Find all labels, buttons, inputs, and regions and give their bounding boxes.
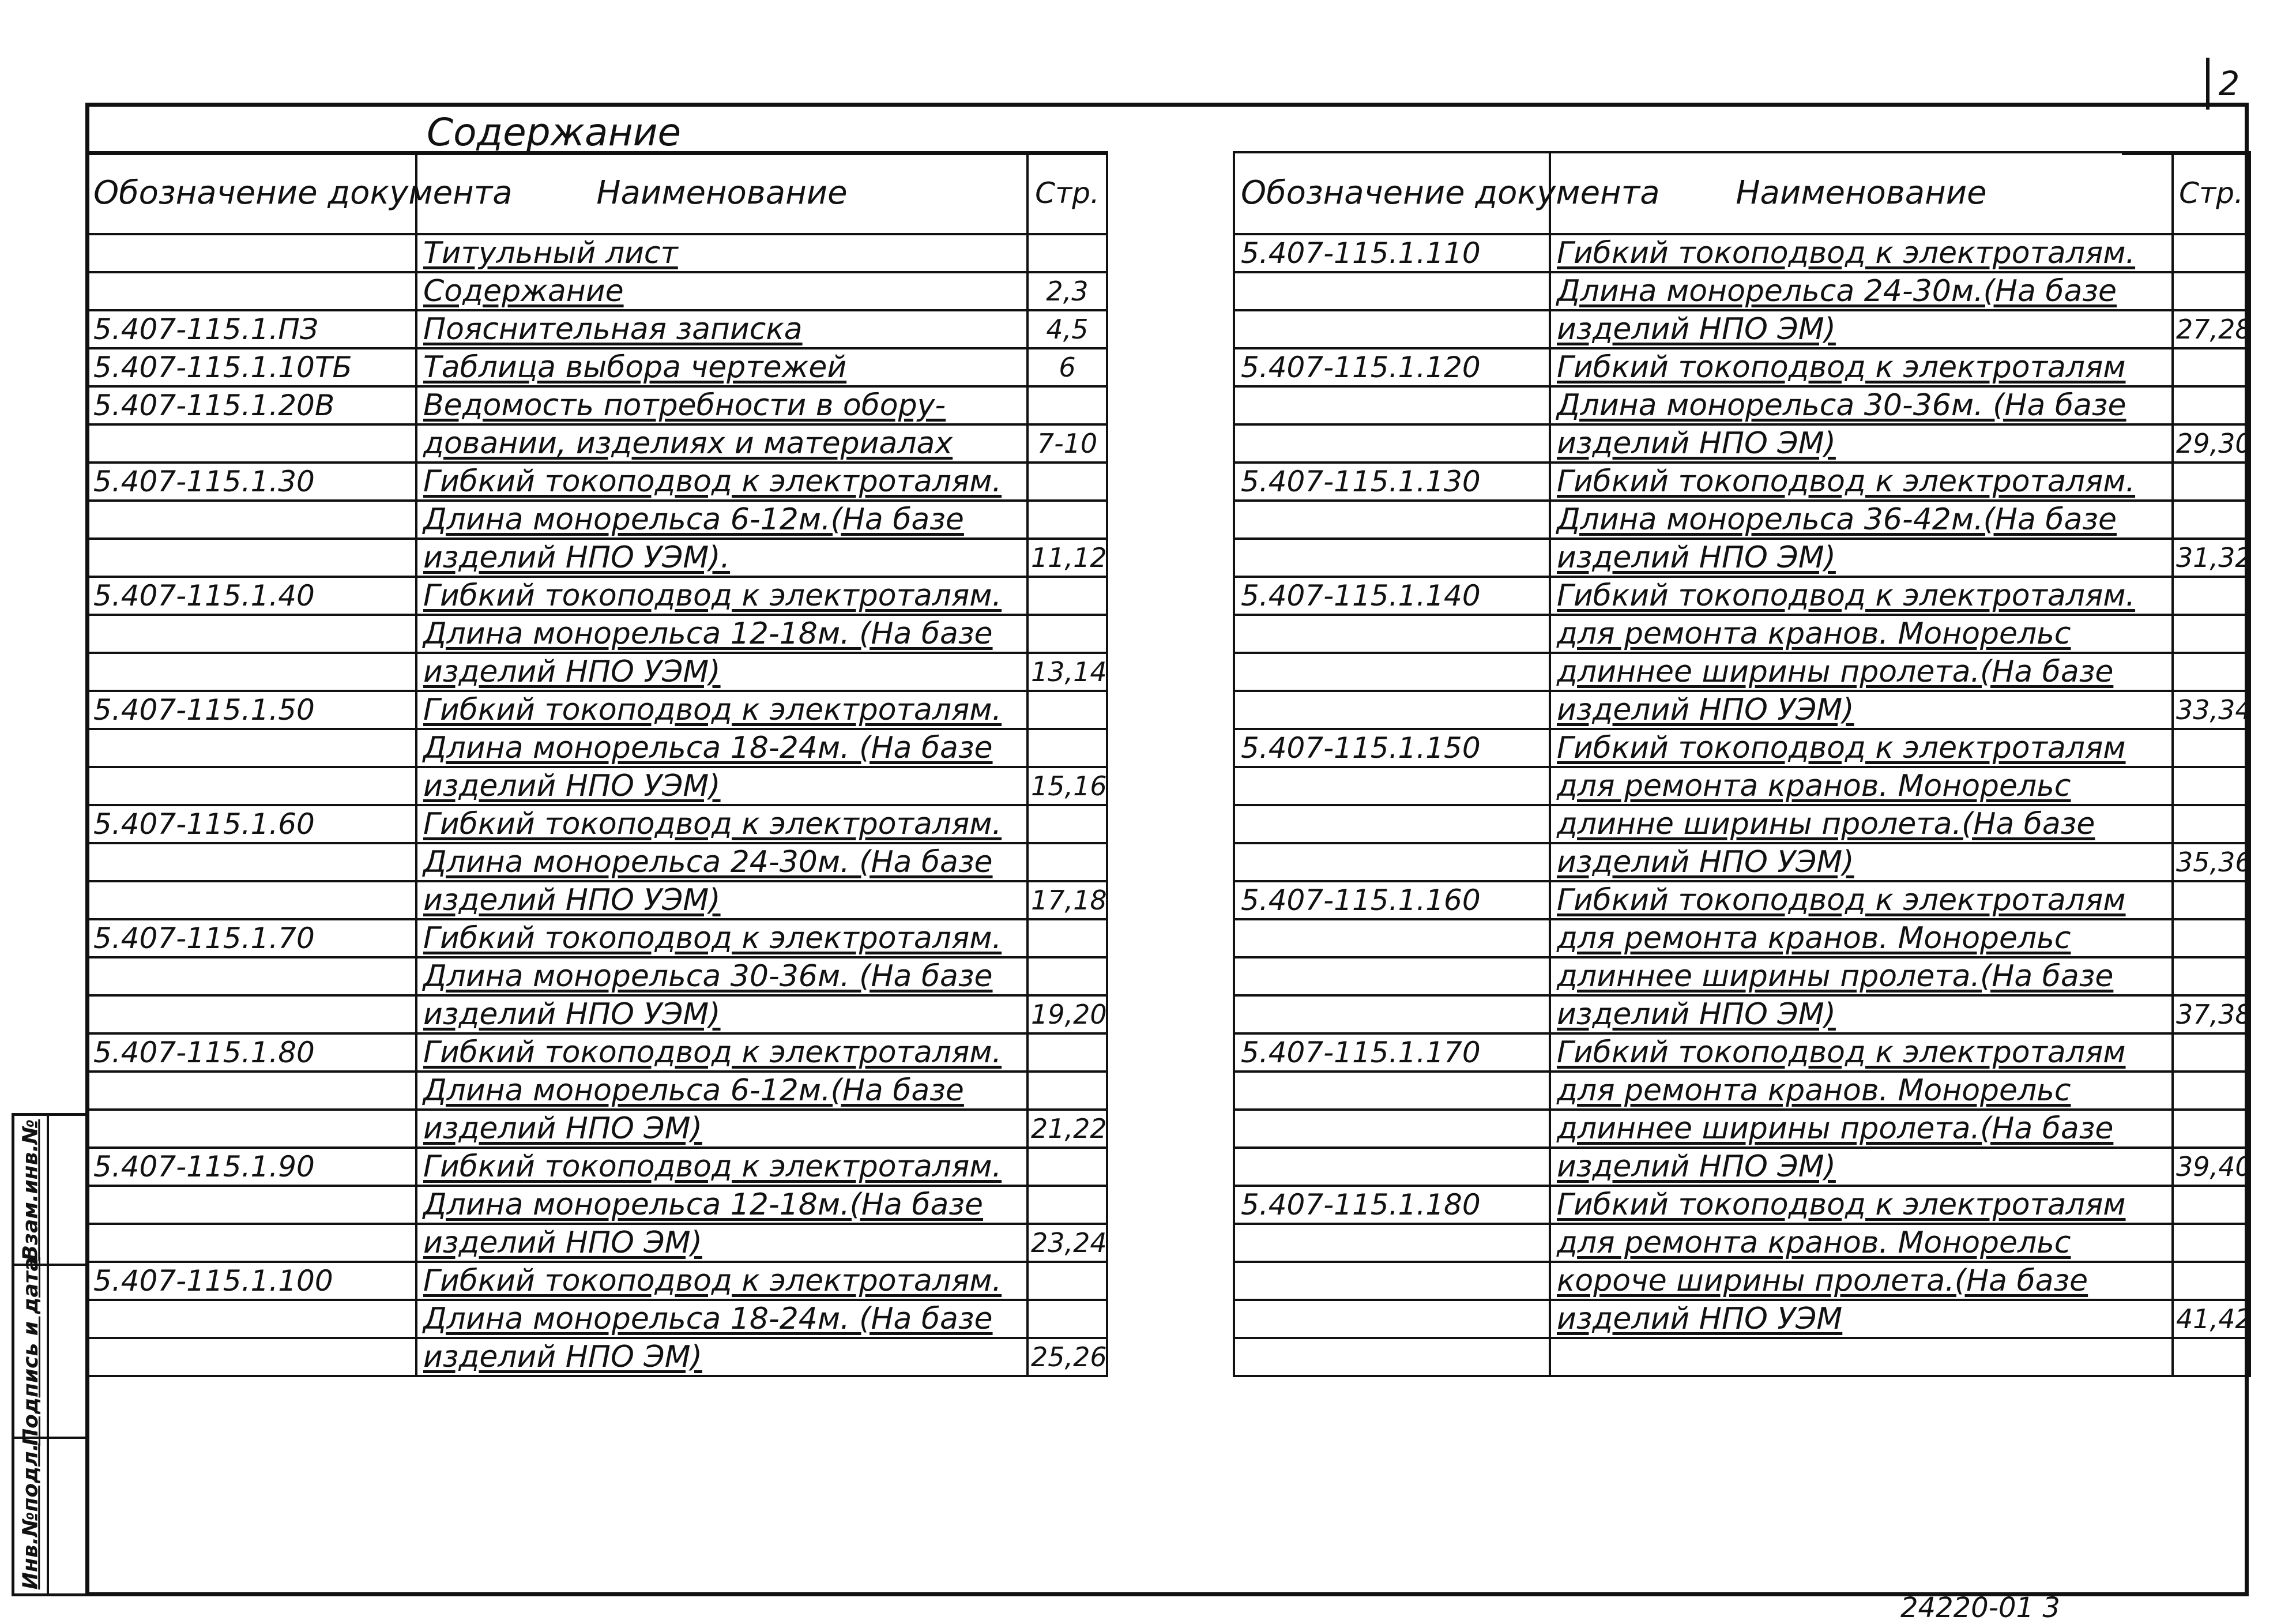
row-designation: 5.407-115.1.90 [86, 1148, 416, 1186]
table-row [1234, 463, 2250, 501]
row-pages [1027, 501, 1107, 539]
row-designation: 5.407-115.1.30 [86, 463, 416, 501]
row-pages [2173, 386, 2250, 424]
section-title: Содержание [427, 110, 682, 155]
table-row [1234, 653, 2250, 691]
column-header-name: Наименование [416, 152, 1027, 234]
table-row [1234, 767, 2250, 805]
row-name: Длина монорельса 6-12м.(На базе [416, 501, 1027, 539]
table-row [1234, 1110, 2250, 1148]
row-pages [2173, 463, 2250, 501]
row-pages [1027, 1148, 1107, 1186]
row-designation [1234, 1300, 1550, 1338]
row-name: изделий НПО УЭМ) [416, 995, 1027, 1033]
row-name: изделий НПО ЭМ) [1550, 424, 2173, 463]
row-designation [1234, 310, 1550, 348]
row-name: для ремонта кранов. Монорельс [1550, 767, 2173, 805]
row-designation: 5.407-115.1.ПЗ [86, 310, 416, 348]
table-header-row [86, 152, 1107, 234]
side-label-replaces-inv: Взам.инв.№ [18, 1119, 43, 1261]
table-row [86, 1186, 1107, 1224]
row-name: Гибкий токоподвод к электроталям. [1550, 463, 2173, 501]
row-designation [1234, 272, 1550, 310]
row-name: Гибкий токоподвод к электроталям [1550, 348, 2173, 386]
row-designation [86, 729, 416, 767]
row-name: для ремонта кранов. Монорельс [1550, 919, 2173, 957]
row-pages: 13,14 [1027, 653, 1107, 691]
row-name: изделий НПО УЭМ) [1550, 691, 2173, 729]
row-name: длинне ширины пролета.(На базе [1550, 805, 2173, 843]
table-row [86, 1300, 1107, 1338]
row-designation [1234, 843, 1550, 881]
row-name: изделий НПО ЭМ) [416, 1224, 1027, 1262]
row-designation [1234, 1110, 1550, 1148]
row-designation [1234, 691, 1550, 729]
row-name: Длина монорельса 12-18м.(На базе [416, 1186, 1027, 1224]
row-pages: 27,28 [2173, 310, 2250, 348]
row-designation: 5.407-115.1.110 [1234, 234, 1550, 272]
row-pages: 6 [1027, 348, 1107, 386]
row-pages: 19,20 [1027, 995, 1107, 1033]
side-stamp-labels [14, 1116, 49, 1593]
table-row [86, 501, 1107, 539]
table-row [86, 1262, 1107, 1300]
row-pages [1027, 1186, 1107, 1224]
row-designation: 5.407-115.1.60 [86, 805, 416, 843]
row-name: Содержание [416, 272, 1027, 310]
row-pages [1027, 729, 1107, 767]
side-label-inv-orig: Инв.№подл. [18, 1443, 43, 1589]
table-row [86, 1224, 1107, 1262]
row-designation [86, 1186, 416, 1224]
table-row [86, 691, 1107, 729]
row-pages: 17,18 [1027, 881, 1107, 919]
table-row [1234, 881, 2250, 919]
row-designation: 5.407-115.1.160 [1234, 881, 1550, 919]
side-value-replaces-inv [49, 1116, 85, 1266]
table-row [1234, 272, 2250, 310]
table-row [86, 1148, 1107, 1186]
row-name: Длина монорельса 18-24м. (На базе [416, 729, 1027, 767]
row-name: Длина монорельса 12-18м. (На базе [416, 615, 1027, 653]
table-row [86, 843, 1107, 881]
row-pages [2173, 881, 2250, 919]
table-row [86, 919, 1107, 957]
row-pages [2173, 348, 2250, 386]
row-name: длиннее ширины пролета.(На базе [1550, 957, 2173, 995]
row-designation: 5.407-115.1.70 [86, 919, 416, 957]
table-row [86, 386, 1107, 424]
row-name: Гибкий токоподвод к электроталям. [416, 1262, 1027, 1300]
row-name: изделий НПО ЭМ) [1550, 539, 2173, 577]
table-row [86, 729, 1107, 767]
row-pages [2173, 1033, 2250, 1072]
table-row [1234, 577, 2250, 615]
row-pages: 21,22 [1027, 1110, 1107, 1148]
table-row [86, 463, 1107, 501]
row-pages [1027, 234, 1107, 272]
row-pages: 29,30 [2173, 424, 2250, 463]
row-name: изделий НПО ЭМ) [1550, 995, 2173, 1033]
table-row [86, 272, 1107, 310]
row-designation [1234, 539, 1550, 577]
row-designation [1234, 919, 1550, 957]
table-row [86, 1033, 1107, 1072]
row-pages [2173, 767, 2250, 805]
table-row [1234, 1224, 2250, 1262]
row-name: изделий НПО ЭМ) [1550, 310, 2173, 348]
row-designation [86, 843, 416, 881]
table-row [86, 348, 1107, 386]
column-header-designation: Обозначение документа [86, 152, 416, 234]
table-row [1234, 995, 2250, 1033]
row-designation [1234, 957, 1550, 995]
row-name: изделий НПО УЭМ [1550, 1300, 2173, 1338]
row-pages [2173, 577, 2250, 615]
table-row [1234, 691, 2250, 729]
row-designation [1234, 805, 1550, 843]
row-pages [1027, 615, 1107, 653]
row-pages [2173, 1186, 2250, 1224]
side-stamp [12, 1113, 85, 1596]
table-row [1234, 501, 2250, 539]
table-row [1234, 919, 2250, 957]
sheet-number: 2 [2206, 58, 2249, 110]
table-row [86, 577, 1107, 615]
row-designation [1234, 424, 1550, 463]
row-designation: 5.407-115.1.180 [1234, 1186, 1550, 1224]
row-name: Гибкий токоподвод к электроталям. [1550, 234, 2173, 272]
table-row [1234, 1072, 2250, 1110]
row-name: Гибкий токоподвод к электроталям. [1550, 577, 2173, 615]
row-name: Гибкий токоподвод к электроталям [1550, 1186, 2173, 1224]
row-name: Длина монорельса 30-36м. (На базе [416, 957, 1027, 995]
side-value-inv-orig [49, 1439, 85, 1593]
row-designation: 5.407-115.1.150 [1234, 729, 1550, 767]
row-name: Титульный лист [416, 234, 1027, 272]
table-row [86, 653, 1107, 691]
table-row [1234, 1262, 2250, 1300]
row-name: изделий НПО ЭМ) [416, 1110, 1027, 1148]
row-pages [1027, 1300, 1107, 1338]
row-designation [1234, 1262, 1550, 1300]
row-pages: 23,24 [1027, 1224, 1107, 1262]
row-name: изделий НПО УЭМ) [1550, 843, 2173, 881]
row-name: Гибкий токоподвод к электроталям. [416, 805, 1027, 843]
row-name: изделий НПО ЭМ) [416, 1338, 1027, 1376]
row-name: для ремонта кранов. Монорельс [1550, 1072, 2173, 1110]
row-pages [2173, 653, 2250, 691]
row-designation [86, 881, 416, 919]
row-pages [2173, 1110, 2250, 1148]
row-pages [2173, 234, 2250, 272]
row-designation: 5.407-115.1.20В [86, 386, 416, 424]
row-pages: 4,5 [1027, 310, 1107, 348]
table-row [1234, 1338, 2250, 1376]
contents-table-right [1233, 151, 2251, 1377]
side-cell-signature-date [14, 1257, 47, 1446]
table-row [86, 424, 1107, 463]
table-row [86, 310, 1107, 348]
table-row [1234, 843, 2250, 881]
row-name: Таблица выбора чертежей [416, 348, 1027, 386]
row-designation: 5.407-115.1.50 [86, 691, 416, 729]
row-designation: 5.407-115.1.120 [1234, 348, 1550, 386]
row-pages: 31,32 [2173, 539, 2250, 577]
row-name: для ремонта кранов. Монорельс [1550, 1224, 2173, 1262]
table-row [1234, 1186, 2250, 1224]
row-pages [2173, 919, 2250, 957]
row-pages [2173, 615, 2250, 653]
row-designation [86, 995, 416, 1033]
table-row [86, 1110, 1107, 1148]
footer-code: 24220-01 3 [1900, 1592, 2060, 1624]
row-pages [2173, 1262, 2250, 1300]
row-designation [86, 957, 416, 995]
row-name: для ремонта кранов. Монорельс [1550, 615, 2173, 653]
row-designation [1234, 653, 1550, 691]
table-row [86, 805, 1107, 843]
row-designation [86, 272, 416, 310]
row-designation [86, 653, 416, 691]
table-row [1234, 386, 2250, 424]
table-row [1234, 729, 2250, 767]
table-row [1234, 615, 2250, 653]
row-designation [86, 501, 416, 539]
row-pages [2173, 805, 2250, 843]
row-name: Гибкий токоподвод к электроталям. [416, 691, 1027, 729]
row-name: Длина монорельса 24-30м.(На базе [1550, 272, 2173, 310]
table-row [86, 767, 1107, 805]
row-name: Гибкий токоподвод к электроталям. [416, 1148, 1027, 1186]
table-row [1234, 348, 2250, 386]
row-pages [2173, 1072, 2250, 1110]
row-name: Гибкий токоподвод к электроталям. [416, 919, 1027, 957]
row-pages [1027, 691, 1107, 729]
row-designation [1234, 1148, 1550, 1186]
row-pages: 15,16 [1027, 767, 1107, 805]
table-row [1234, 1148, 2250, 1186]
row-designation [86, 1110, 416, 1148]
row-designation: 5.407-115.1.10ТБ [86, 348, 416, 386]
table-row [86, 615, 1107, 653]
row-name: длиннее ширины пролета.(На базе [1550, 653, 2173, 691]
row-designation [86, 615, 416, 653]
row-designation: 5.407-115.1.130 [1234, 463, 1550, 501]
table-row [86, 234, 1107, 272]
row-name: Пояснительная записка [416, 310, 1027, 348]
row-name [1550, 1338, 2173, 1376]
row-name: Гибкий токоподвод к электроталям. [416, 577, 1027, 615]
table-row [1234, 1033, 2250, 1072]
row-designation [1234, 615, 1550, 653]
row-pages: 35,36 [2173, 843, 2250, 881]
contents-table-left [85, 151, 1108, 1377]
row-designation [1234, 501, 1550, 539]
row-designation [1234, 1224, 1550, 1262]
side-label-signature-date: Подпись и дата [18, 1257, 43, 1446]
row-name: длиннее ширины пролета.(На базе [1550, 1110, 2173, 1148]
row-pages [2173, 1224, 2250, 1262]
row-name: Длина монорельса 24-30м. (На базе [416, 843, 1027, 881]
row-name: изделий НПО УЭМ). [416, 539, 1027, 577]
row-designation [86, 1300, 416, 1338]
row-pages [2173, 957, 2250, 995]
table-row [1234, 539, 2250, 577]
column-header-name: Наименование [1550, 152, 2173, 234]
row-pages: 37,38 [2173, 995, 2250, 1033]
row-designation [86, 234, 416, 272]
row-name: Длина монорельса 18-24м. (На базе [416, 1300, 1027, 1338]
row-designation [86, 1338, 416, 1376]
row-pages: 7-10 [1027, 424, 1107, 463]
row-designation: 5.407-115.1.170 [1234, 1033, 1550, 1072]
row-name: Гибкий токоподвод к электроталям [1550, 729, 2173, 767]
table-header-row [1234, 152, 2250, 234]
row-pages [2173, 1338, 2250, 1376]
row-pages [1027, 1072, 1107, 1110]
column-header-designation: Обозначение документа [1234, 152, 1550, 234]
table-row [86, 539, 1107, 577]
row-designation [86, 539, 416, 577]
row-name: довании, изделиях и материалах [416, 424, 1027, 463]
table-row [86, 995, 1107, 1033]
row-pages [1027, 957, 1107, 995]
row-name: Гибкий токоподвод к электроталям [1550, 881, 2173, 919]
row-pages [1027, 843, 1107, 881]
row-pages: 39,40 [2173, 1148, 2250, 1186]
row-name: Длина монорельса 6-12м.(На базе [416, 1072, 1027, 1110]
row-pages [1027, 919, 1107, 957]
row-pages [1027, 805, 1107, 843]
row-designation [1234, 1072, 1550, 1110]
row-designation: 5.407-115.1.80 [86, 1033, 416, 1072]
row-pages [1027, 463, 1107, 501]
row-pages [1027, 1262, 1107, 1300]
row-designation [1234, 995, 1550, 1033]
table-row [86, 957, 1107, 995]
row-pages [2173, 501, 2250, 539]
row-name: изделий НПО УЭМ) [416, 653, 1027, 691]
side-stamp-values [49, 1116, 85, 1593]
table-row [86, 1338, 1107, 1376]
table-row [1234, 424, 2250, 463]
row-designation: 5.407-115.1.40 [86, 577, 416, 615]
row-name: Гибкий токоподвод к электроталям [1550, 1033, 2173, 1072]
row-designation [86, 424, 416, 463]
row-name: Ведомость потребности в обору- [416, 386, 1027, 424]
row-name: Длина монорельса 36-42м.(На базе [1550, 501, 2173, 539]
row-designation [86, 767, 416, 805]
row-pages [1027, 386, 1107, 424]
table-row [86, 1072, 1107, 1110]
row-name: короче ширины пролета.(На базе [1550, 1262, 2173, 1300]
side-cell-inv-orig [14, 1439, 47, 1593]
row-designation [86, 1224, 416, 1262]
row-designation: 5.407-115.1.140 [1234, 577, 1550, 615]
row-pages [2173, 272, 2250, 310]
side-value-signature-date [49, 1266, 85, 1439]
side-cell-replaces-inv [14, 1116, 47, 1266]
row-pages: 25,26 [1027, 1338, 1107, 1376]
row-designation: 5.407-115.1.100 [86, 1262, 416, 1300]
table-row [1234, 310, 2250, 348]
table-row [1234, 957, 2250, 995]
row-name: Гибкий токоподвод к электроталям. [416, 463, 1027, 501]
table-row [1234, 1300, 2250, 1338]
row-name: изделий НПО ЭМ) [1550, 1148, 2173, 1186]
row-pages [1027, 1033, 1107, 1072]
row-designation [86, 1072, 416, 1110]
table-row [1234, 234, 2250, 272]
row-name: Гибкий токоподвод к электроталям. [416, 1033, 1027, 1072]
row-designation [1234, 767, 1550, 805]
row-name: изделий НПО УЭМ) [416, 881, 1027, 919]
table-row [86, 881, 1107, 919]
row-pages: 11,12 [1027, 539, 1107, 577]
row-pages [2173, 729, 2250, 767]
column-header-pages: Стр. [1027, 152, 1107, 234]
row-pages: 41,42 [2173, 1300, 2250, 1338]
table-row [1234, 805, 2250, 843]
row-designation [1234, 1338, 1550, 1376]
row-name: Длина монорельса 30-36м. (На базе [1550, 386, 2173, 424]
row-designation [1234, 386, 1550, 424]
column-header-pages: Стр. [2173, 152, 2250, 234]
row-pages: 33,34 [2173, 691, 2250, 729]
row-pages: 2,3 [1027, 272, 1107, 310]
row-pages [1027, 577, 1107, 615]
row-name: изделий НПО УЭМ) [416, 767, 1027, 805]
